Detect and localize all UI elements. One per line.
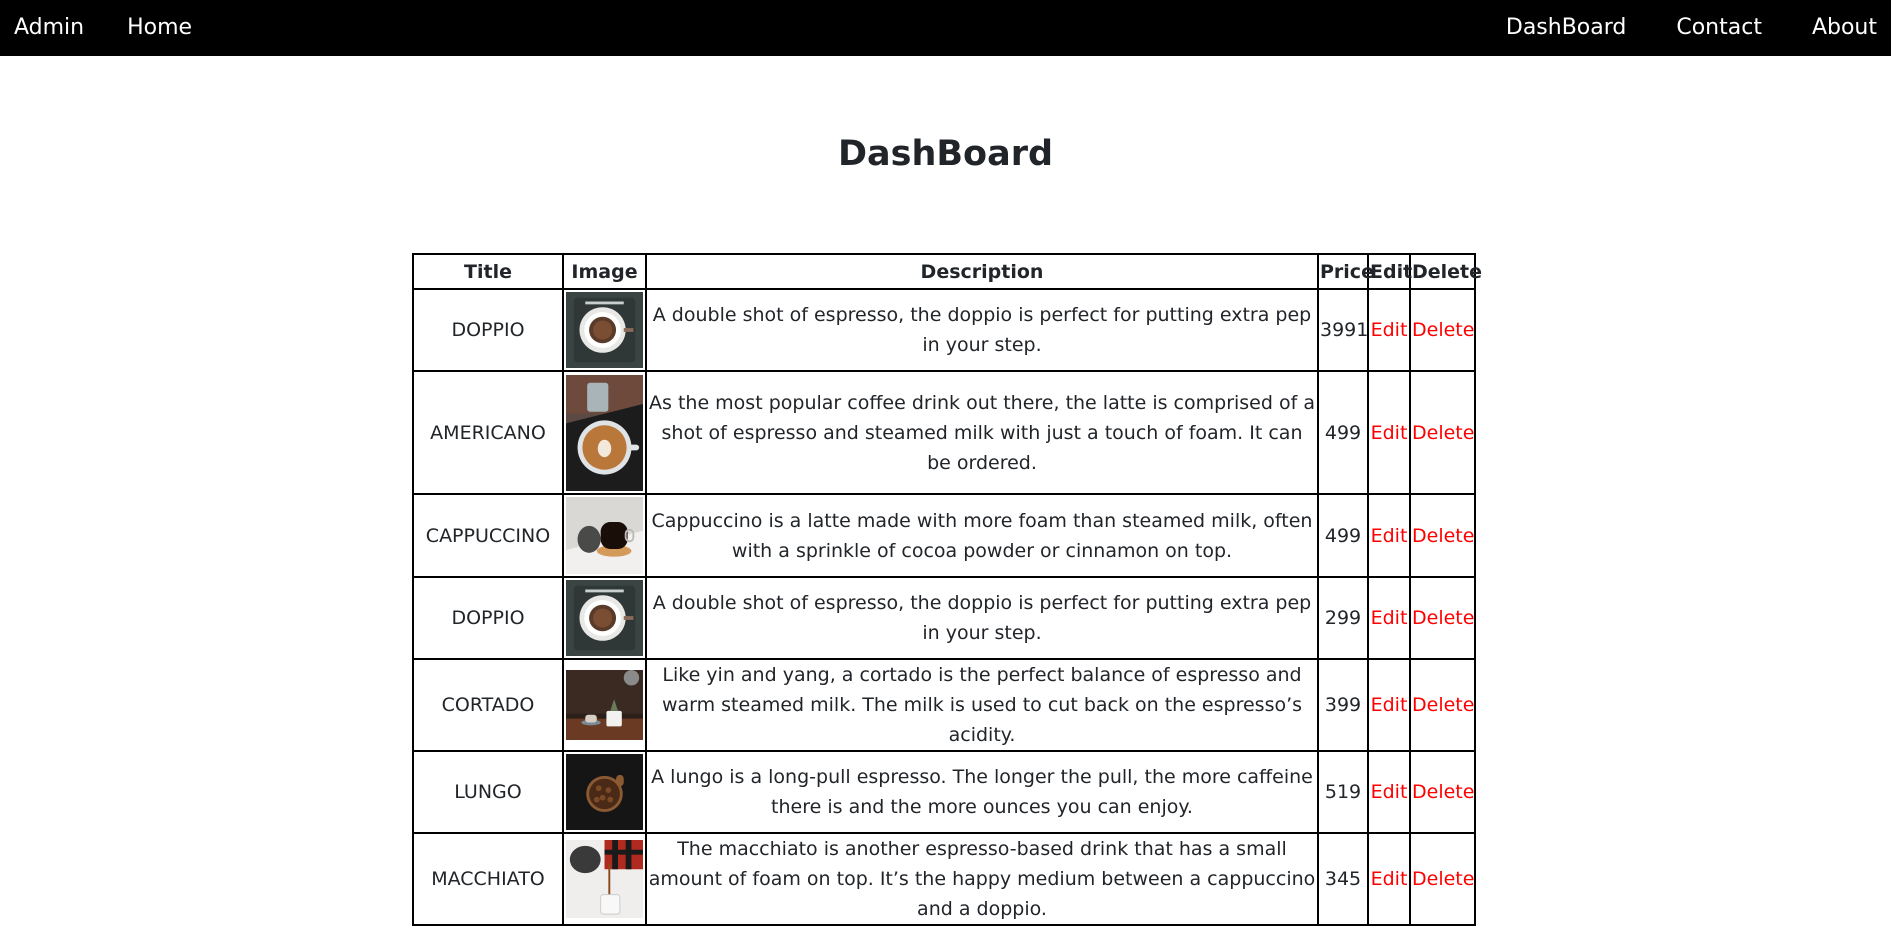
cell-description: Like yin and yang, a cortado is the perfect balance of espresso and warm steamed milk. The milk is used to cut back on the espresso’s acidity.: [646, 659, 1318, 751]
cell-description: A double shot of espresso, the doppio is perfect for putting extra pep in your step.: [646, 289, 1318, 371]
cell-price: 399: [1318, 659, 1368, 751]
delete-link[interactable]: Delete: [1412, 319, 1475, 341]
cell-description: The macchiato is another espresso-based drink that has a small amount of foam on top. It’s the happy medium between a cappuccino and a doppio.: [646, 833, 1318, 925]
header-price: Price: [1318, 254, 1368, 289]
cell-price: 499: [1318, 494, 1368, 577]
cell-title: CORTADO: [413, 659, 563, 751]
glass-coffee-cup-image: [565, 496, 644, 575]
header-title: Title: [413, 254, 563, 289]
nav-dashboard-link[interactable]: DashBoard: [1505, 15, 1627, 40]
doppio-coffee-image: [565, 291, 644, 369]
nav-contact-link[interactable]: Contact: [1676, 15, 1762, 40]
cell-title: LUNGO: [413, 751, 563, 833]
edit-link[interactable]: Edit: [1370, 694, 1408, 716]
page-title: DashBoard: [837, 134, 1054, 174]
products-table: [412, 253, 1483, 926]
cell-title: AMERICANO: [413, 371, 563, 494]
table-row: [413, 659, 1475, 751]
edit-link[interactable]: Edit: [1370, 607, 1408, 629]
pouring-coffee-image: [565, 839, 644, 919]
cell-price: 519: [1318, 751, 1368, 833]
nav-about-link[interactable]: About: [1811, 15, 1877, 40]
edit-link[interactable]: Edit: [1370, 781, 1408, 803]
delete-link[interactable]: Delete: [1412, 868, 1475, 890]
header-image: Image: [563, 254, 646, 289]
delete-link[interactable]: Delete: [1412, 524, 1475, 547]
table-row: [413, 494, 1475, 577]
cell-title: DOPPIO: [413, 289, 563, 371]
doppio-coffee-image: [565, 579, 644, 657]
cell-description: A double shot of espresso, the doppio is perfect for putting extra pep in your step.: [646, 577, 1318, 659]
table-row: [413, 289, 1475, 371]
table-row: [413, 751, 1475, 833]
cell-title: MACCHIATO: [413, 833, 563, 925]
navbar-right: [1506, 0, 1877, 56]
products-table-container: [412, 253, 1483, 926]
table-header-row: [413, 254, 1475, 289]
edit-link[interactable]: Edit: [1370, 421, 1408, 444]
delete-link[interactable]: Delete: [1412, 694, 1475, 716]
table-row: [413, 833, 1475, 925]
navbar-left: [14, 0, 235, 56]
coffee-beans-cup-image: [565, 753, 644, 831]
edit-link[interactable]: Edit: [1370, 319, 1408, 341]
cell-title: CAPPUCCINO: [413, 494, 563, 577]
cell-price: 299: [1318, 577, 1368, 659]
header-delete: Delete: [1410, 254, 1475, 289]
delete-link[interactable]: Delete: [1412, 421, 1475, 444]
cortado-table-image: [565, 669, 644, 741]
latte-art-coffee-image: [565, 374, 644, 492]
delete-link[interactable]: Delete: [1412, 607, 1475, 629]
top-navbar: [0, 0, 1891, 56]
cell-description: Cappuccino is a latte made with more foam than steamed milk, often with a sprinkle of cocoa powder or cinnamon on top.: [646, 494, 1318, 577]
cell-price: 499: [1318, 371, 1368, 494]
cell-price: 3991: [1318, 289, 1368, 371]
header-description: Description: [646, 254, 1318, 289]
delete-link[interactable]: Delete: [1412, 781, 1475, 803]
header-edit: Edit: [1368, 254, 1410, 289]
cell-price: 345: [1318, 833, 1368, 925]
edit-link[interactable]: Edit: [1370, 868, 1408, 890]
nav-home-link[interactable]: Home: [127, 15, 193, 40]
cell-description: A lungo is a long-pull espresso. The longer the pull, the more caffeine there is and the more ounces you can enjoy.: [646, 751, 1318, 833]
table-row: [413, 577, 1475, 659]
cell-title: DOPPIO: [413, 577, 563, 659]
table-row: [413, 371, 1475, 494]
cell-description: As the most popular coffee drink out there, the latte is comprised of a shot of espresso and steamed milk with just a touch of foam. It can be ordered.: [646, 371, 1318, 494]
edit-link[interactable]: Edit: [1370, 524, 1408, 547]
nav-admin-link[interactable]: Admin: [14, 15, 85, 40]
